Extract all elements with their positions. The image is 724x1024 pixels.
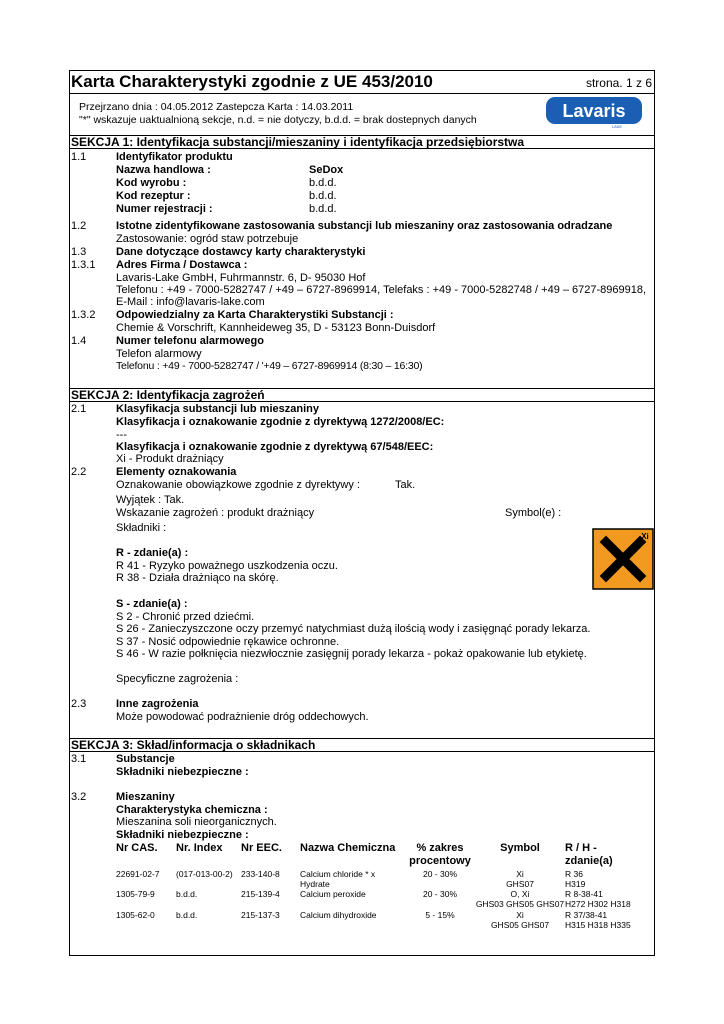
table-cell: (017-013-00-2) (176, 869, 233, 879)
page-number: strona. 1 z 6 (585, 76, 652, 90)
s26-text: S 26 - Zanieczyszczone oczy przemyć natychmiast dużą ilością wody i zasięgnąć porady lekarza. (116, 623, 591, 635)
table-cell: GHS07 (506, 879, 534, 889)
r38-text: R 38 - Działa drażniąco na skórę. (116, 572, 279, 584)
s46-text: S 46 - W razie połknięcia niezwłocznie zasięgnij porady lekarza - pokaż opakowanie lub etykietę. (116, 648, 587, 660)
s-phrases-header: S - zdanie(a) : (116, 598, 188, 610)
lavaris-logo (545, 95, 643, 129)
section-1-header: SEKCJA 1: Identyfikacja substancji/mieszaniny i identyfikacja przedsiębiorstwa (69, 135, 655, 149)
table-cell: GHS05 GHS07 (490, 920, 550, 930)
document-title: Karta Charakterystyki zgodnie z UE 453/2010 (71, 72, 433, 91)
label-registration: Numer rejestracji : (116, 203, 213, 215)
h-2-1: Klasyfikacja substancji lub mieszaniny (116, 403, 319, 415)
symbols-label: Symbol(e) : (505, 507, 562, 519)
dash-text: --- (116, 429, 127, 441)
num-2-2: 2.2 (71, 466, 87, 478)
value-recipe-code: b.d.d. (309, 190, 337, 202)
table-cell: 1305-79-9 (116, 889, 155, 899)
table-cell: R 36 (565, 869, 583, 879)
logo-text: Lavaris (562, 101, 626, 121)
h-3-1: Substancje (116, 753, 175, 765)
revision-line: Przejrzano dnia : 04.05.2012 Zastepcza Karta : 14.03.2011 (79, 101, 354, 113)
num-3-1: 3.1 (71, 753, 87, 765)
h-1-3-2: Odpowiedzialny za Karta Charakterystiki Substancji : (116, 309, 394, 321)
num-2-3: 2.3 (71, 698, 87, 710)
table-cell: 215-137-3 (241, 910, 280, 920)
responsible-text: Chemie & Vorschrift, Kannheideweg 35, D - 53123 Bonn-Duisdorf (116, 322, 436, 334)
table-cell: 233-140-8 (241, 869, 280, 879)
h-1-2: Istotne zidentyfikowane zastosowania substancji lub mieszaniny oraz zastosowania odradzane (116, 220, 613, 232)
address-text: Lavaris-Lake GmbH, Fuhrmannstr. 6, D- 95030 Hof (116, 272, 366, 284)
col-cas: Nr CAS. (116, 842, 158, 854)
table-cell: Xi (516, 910, 524, 920)
legend-line: "*" wskazuje uaktualnioną sekcje, n.d. = nie dotyczy, b.d.d. = brak dostepnych danych (79, 114, 477, 126)
r41-text: R 41 - Ryzyko poważnego uszkodzenia oczu. (116, 560, 338, 572)
table-cell: GHS03 GHS05 GHS07 (475, 899, 565, 909)
specific-hazards-label: Specyficzne zagrożenia : (116, 673, 239, 685)
num-1-1: 1.1 (71, 151, 87, 163)
table-cell: 20 - 30% (422, 869, 458, 879)
table-cell: H315 H318 H335 (565, 920, 631, 930)
table-cell: b.d.d. (176, 910, 198, 920)
h-2-1-b: Klasyfikacja i oznakowanie zgodnie z dyrektywą 67/548/EEC: (116, 441, 434, 453)
table-cell: O, Xi (510, 889, 530, 899)
logo-sub: LAKE (611, 124, 623, 129)
exception-text: Wyjątek : Tak. (116, 494, 185, 506)
col-eec: Nr EEC. (241, 842, 282, 854)
indication-text: Wskazanie zagrożeń : produkt drażniący (116, 507, 315, 519)
table-cell: 215-139-4 (241, 889, 280, 899)
table-cell: Hydrate (300, 879, 330, 889)
r-phrases-header: R - zdanie(a) : (116, 547, 189, 559)
s37-text: S 37 - Nosić odpowiednie rękawice ochronne. (116, 636, 340, 648)
title-divider (69, 93, 655, 94)
col-name: Nazwa Chemiczna (300, 842, 396, 854)
table-cell: H272 H302 H318 (565, 899, 631, 909)
section-2-header: SEKCJA 2: Identyfikacja zagrożeń (69, 388, 655, 402)
table-cell: 5 - 15% (425, 910, 455, 920)
alarm-phone: Telefonu : +49 - 7000-5282747 / '+49 – 6727-8969914 (8:30 – 16:30) (116, 360, 423, 372)
table-cell: Calcium dihydroxide (300, 910, 377, 920)
hazard-label: Xi (641, 532, 649, 541)
col-pct-2: procentowy (409, 855, 471, 867)
xi-text: Xi - Produkt drażniący (116, 453, 224, 465)
h-3-1-b: Składniki niebezpieczne : (116, 766, 249, 778)
num-2-1: 2.1 (71, 403, 87, 415)
num-1-3: 1.3 (71, 246, 87, 258)
ingredients-label: Składniki : (116, 522, 167, 534)
col-rh: R / H - (565, 842, 597, 854)
h-1-3: Dane dotyczące dostawcy karty charakterystyki (116, 246, 366, 258)
h-1-3-1: Adres Firma / Dostawca : (116, 259, 248, 271)
h-3-2: Mieszaniny (116, 791, 175, 803)
h-3-2-b: Składniki niebezpieczne : (116, 829, 249, 841)
table-cell: 1305-62-0 (116, 910, 155, 920)
h-1-4: Numer telefonu alarmowego (116, 335, 264, 347)
alarm-label: Telefon alarmowy (116, 348, 202, 360)
num-1-3-2: 1.3.2 (71, 309, 96, 321)
h-3-2-a: Charakterystyka chemiczna : (116, 804, 268, 816)
num-1-4: 1.4 (71, 335, 87, 347)
h-2-2: Elementy oznakowania (116, 466, 237, 478)
table-cell: Calcium peroxide (300, 889, 366, 899)
label-recipe-code: Kod rezeptur : (116, 190, 191, 202)
other-hazards-text: Może powodować podrażnienie dróg oddechowych. (116, 711, 369, 723)
email-text: E-Mail : info@lavaris-lake.com (116, 296, 265, 308)
num-1-3-1: 1.3.1 (71, 259, 96, 271)
num-1-2: 1.2 (71, 220, 87, 232)
table-cell: 22691-02-7 (116, 869, 160, 879)
table-cell: 20 - 30% (422, 889, 458, 899)
col-index: Nr. Index (176, 842, 223, 854)
num-3-2: 3.2 (71, 791, 87, 803)
use-text: Zastosowanie: ogród staw potrzebuje (116, 233, 299, 245)
mandatory-label: Oznakowanie obowiązkowe zgodnie z dyrektywy : (116, 479, 360, 491)
label-product-code: Kod wyrobu : (116, 177, 187, 189)
h-2-1-a: Klasyfikacja i oznakowanie zgodnie z dyrektywą 1272/2008/EC: (116, 416, 445, 428)
section-3-header: SEKCJA 3: Skład/informacja o składnikach (69, 738, 655, 752)
value-product-code: b.d.d. (309, 177, 337, 189)
col-rh-2: zdanie(a) (565, 855, 613, 867)
table-cell: R 8-38-41 (565, 889, 603, 899)
value-trade-name: SeDox (309, 164, 344, 176)
value-registration: b.d.d. (309, 203, 337, 215)
h-2-3: Inne zagrożenia (116, 698, 199, 710)
mandatory-value: Tak. (395, 479, 416, 491)
s2-text: S 2 - Chronić przed dziećmi. (116, 611, 255, 623)
table-cell: Calcium chloride * x (300, 869, 376, 879)
table-cell: b.d.d. (176, 889, 198, 899)
table-cell: Xi (516, 869, 524, 879)
table-cell: H319 (565, 879, 586, 889)
h-1-1: Identyfikator produktu (116, 151, 233, 163)
phone-text: Telefonu : +49 - 7000-5282747 / +49 – 6727-8969914, Telefaks : +49 - 7000-5282748 / +49 – 6727-8969918, (116, 284, 647, 296)
xi-hazard-icon (592, 528, 654, 590)
label-trade-name: Nazwa handlowa : (116, 164, 211, 176)
col-pct: % zakres (416, 842, 464, 854)
col-symbol: Symbol (500, 842, 540, 854)
table-cell: R 37/38-41 (565, 910, 608, 920)
mixture-text: Mieszanina soli nieorganicznych. (116, 816, 277, 828)
